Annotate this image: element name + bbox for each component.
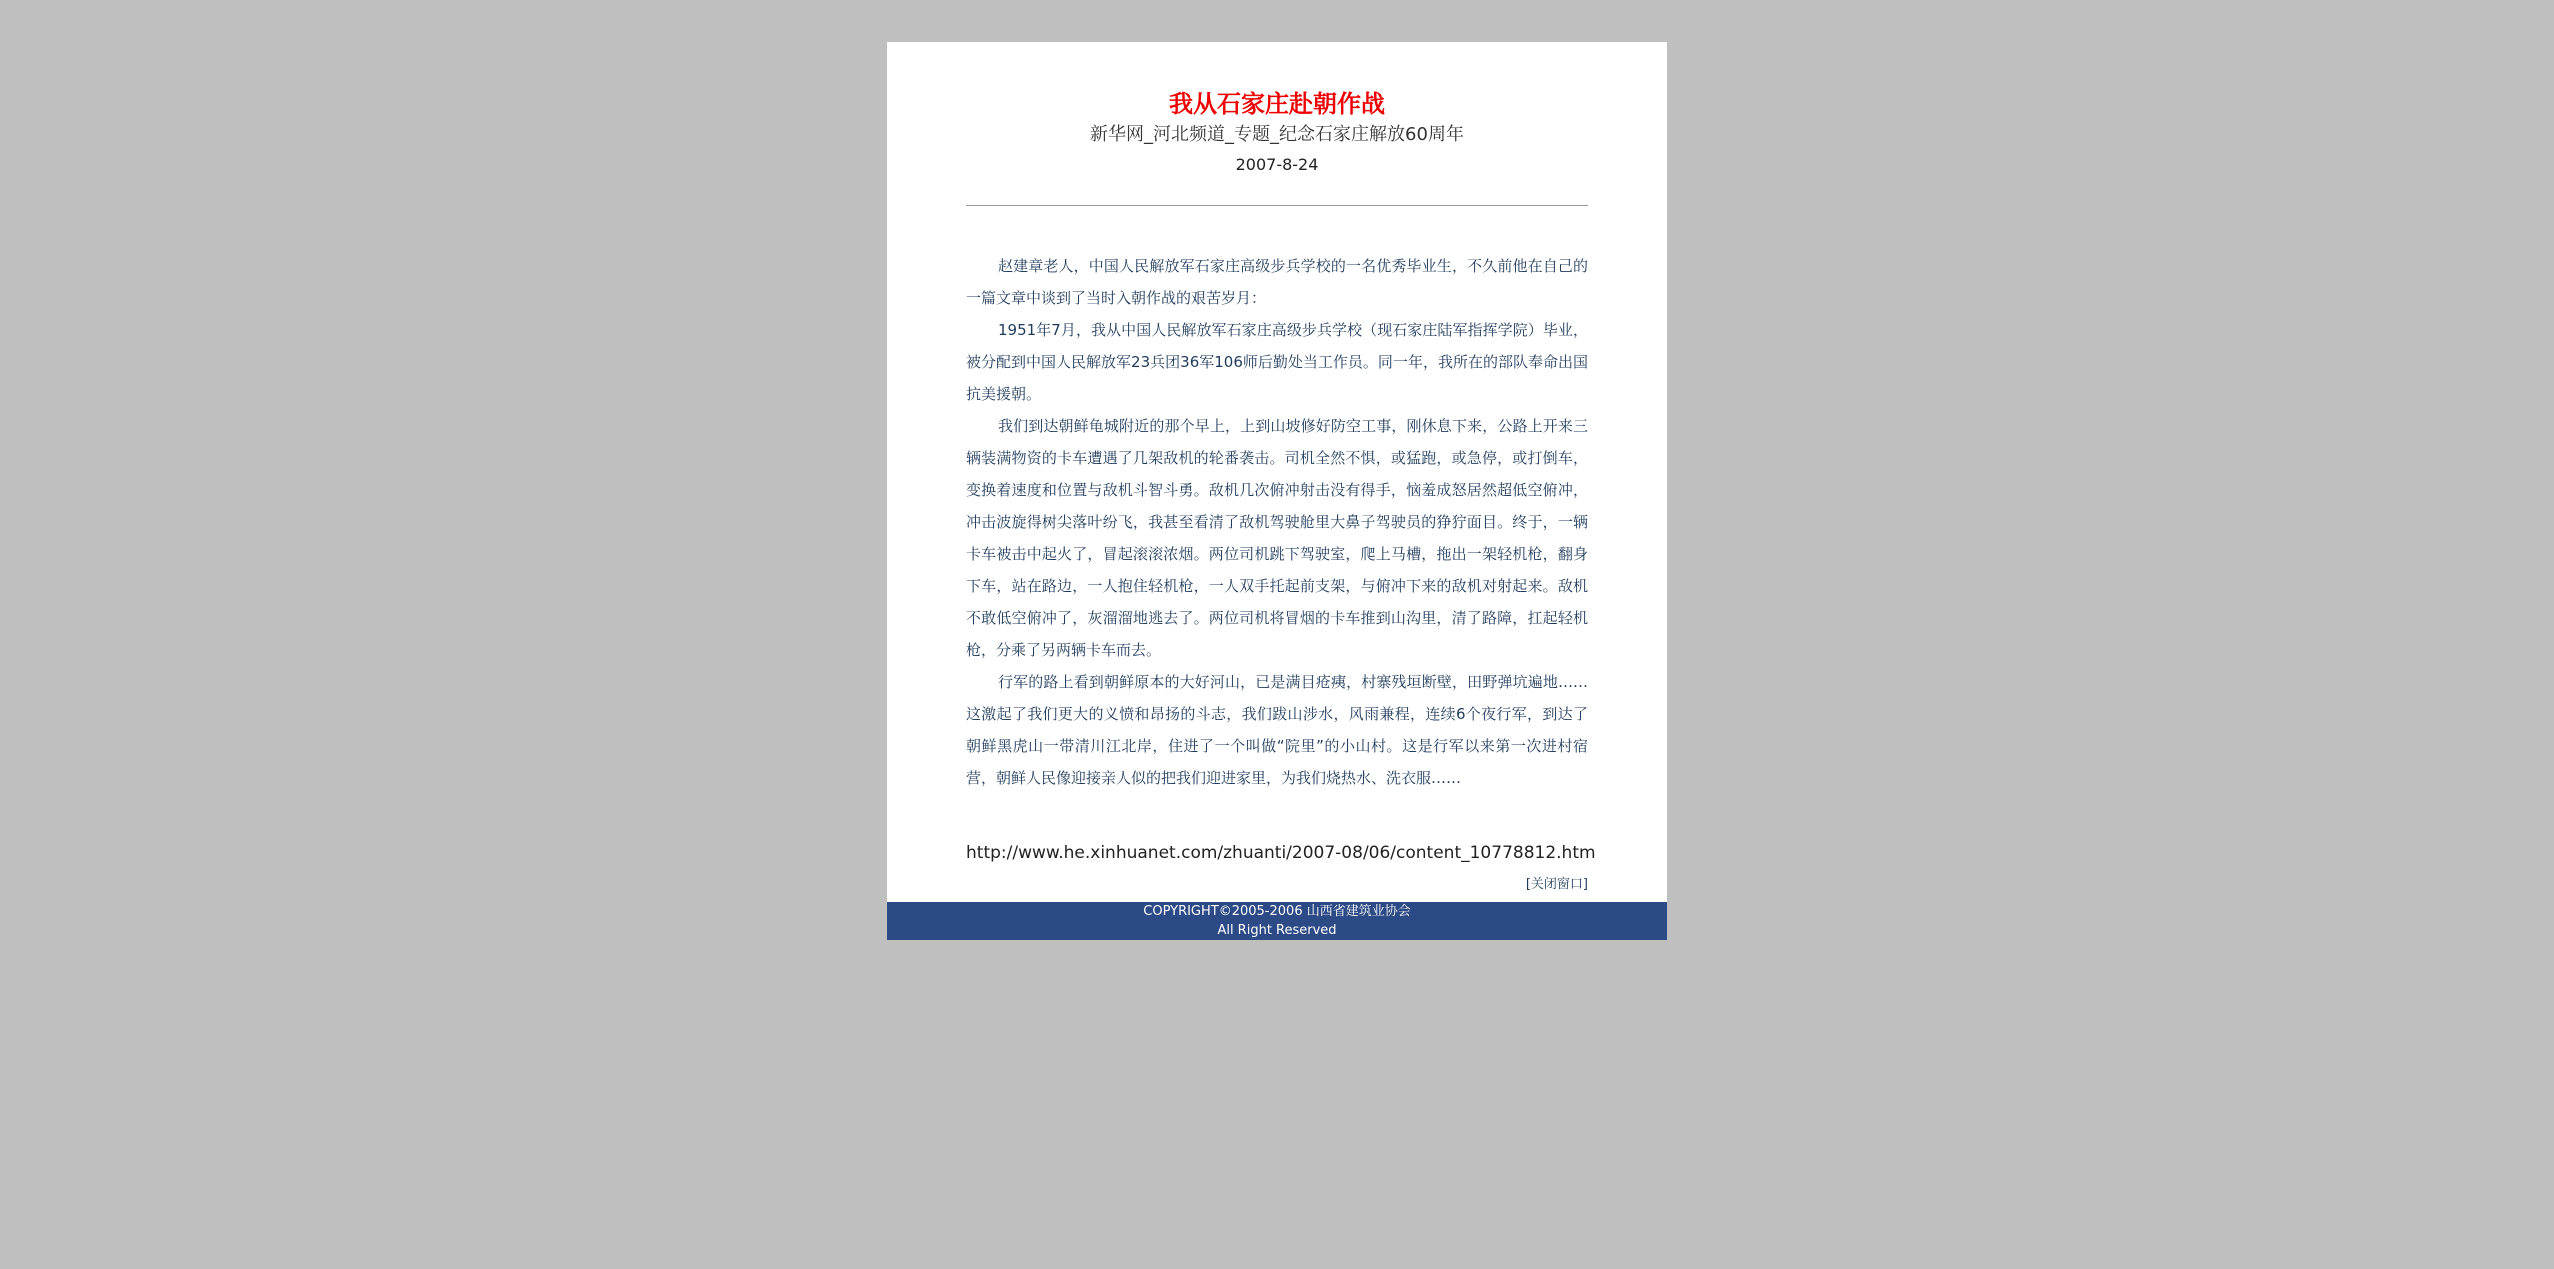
close-window-link[interactable]: [关闭窗口]	[1525, 877, 1588, 892]
source-url-link[interactable]: http://www.he.xinhuanet.com/zhuanti/2007-08/06/content_10778812.htm	[966, 843, 1596, 863]
footer	[887, 902, 1667, 940]
footer-copyright: COPYRIGHT©2005-2006 山西省建筑业协会	[1143, 904, 1411, 919]
article-paragraph: 赵建章老人，中国人民解放军石家庄高级步兵学校的一名优秀毕业生，不久前他在自己的一篇文章中谈到了当时入朝作战的艰苦岁月：	[966, 257, 1588, 307]
article-title: 我从石家庄赴朝作战	[1169, 90, 1385, 118]
title-divider	[966, 205, 1588, 206]
article-date: 2007-8-24	[1235, 155, 1319, 174]
footer-rights: All Right Reserved	[1217, 923, 1337, 938]
article-page	[887, 42, 1667, 940]
article-source: 新华网_河北频道_专题_纪念石家庄解放60周年	[1090, 124, 1464, 145]
article-paragraph: 我们到达朝鲜龟城附近的那个早上，上到山坡修好防空工事，刚休息下来，公路上开来三辆装满物资的卡车遭遇了几架敌机的轮番袭击。司机全然不惧，或猛跑，或急停，或打倒车，变换着速度和位置与敌机斗智斗勇。敌机几次俯冲射击没有得手，恼羞成怒居然超低空俯冲，冲击波旋得树尖落叶纷飞，我甚至看清了敌机驾驶舱里大鼻子驾驶员的狰狞面目。终于，一辆卡车被击中起火了，冒起滚滚浓烟。两位司机跳下驾驶室，爬上马槽，拖出一架轻机枪，翻身下车，站在路边，一人抱住轻机枪，一人双手托起前支架，与俯冲下来的敌机对射起来。敌机不敢低空俯冲了，灰溜溜地逃去了。两位司机将冒烟的卡车推到山沟里，清了路障，扛起轻机枪，分乘了另两辆卡车而去。	[966, 417, 1588, 659]
article-body	[966, 250, 1588, 794]
article-paragraph: 行军的路上看到朝鲜原本的大好河山，已是满目疮痍，村寨残垣断壁，田野弹坑遍地……这激起了我们更大的义愤和昂扬的斗志，我们跋山涉水，风雨兼程，连续6个夜行军，到达了朝鲜黑虎山一带清川江北岸，住进了一个叫做“院里”的小山村。这是行军以来第一次进村宿营，朝鲜人民像迎接亲人似的把我们迎进家里，为我们烧热水、洗衣服……	[966, 673, 1588, 787]
article-paragraph: 1951年7月，我从中国人民解放军石家庄高级步兵学校（现石家庄陆军指挥学院）毕业，被分配到中国人民解放军23兵团36军106师后勤处当工作员。同一年，我所在的部队奉命出国抗美援朝。	[966, 321, 1588, 403]
